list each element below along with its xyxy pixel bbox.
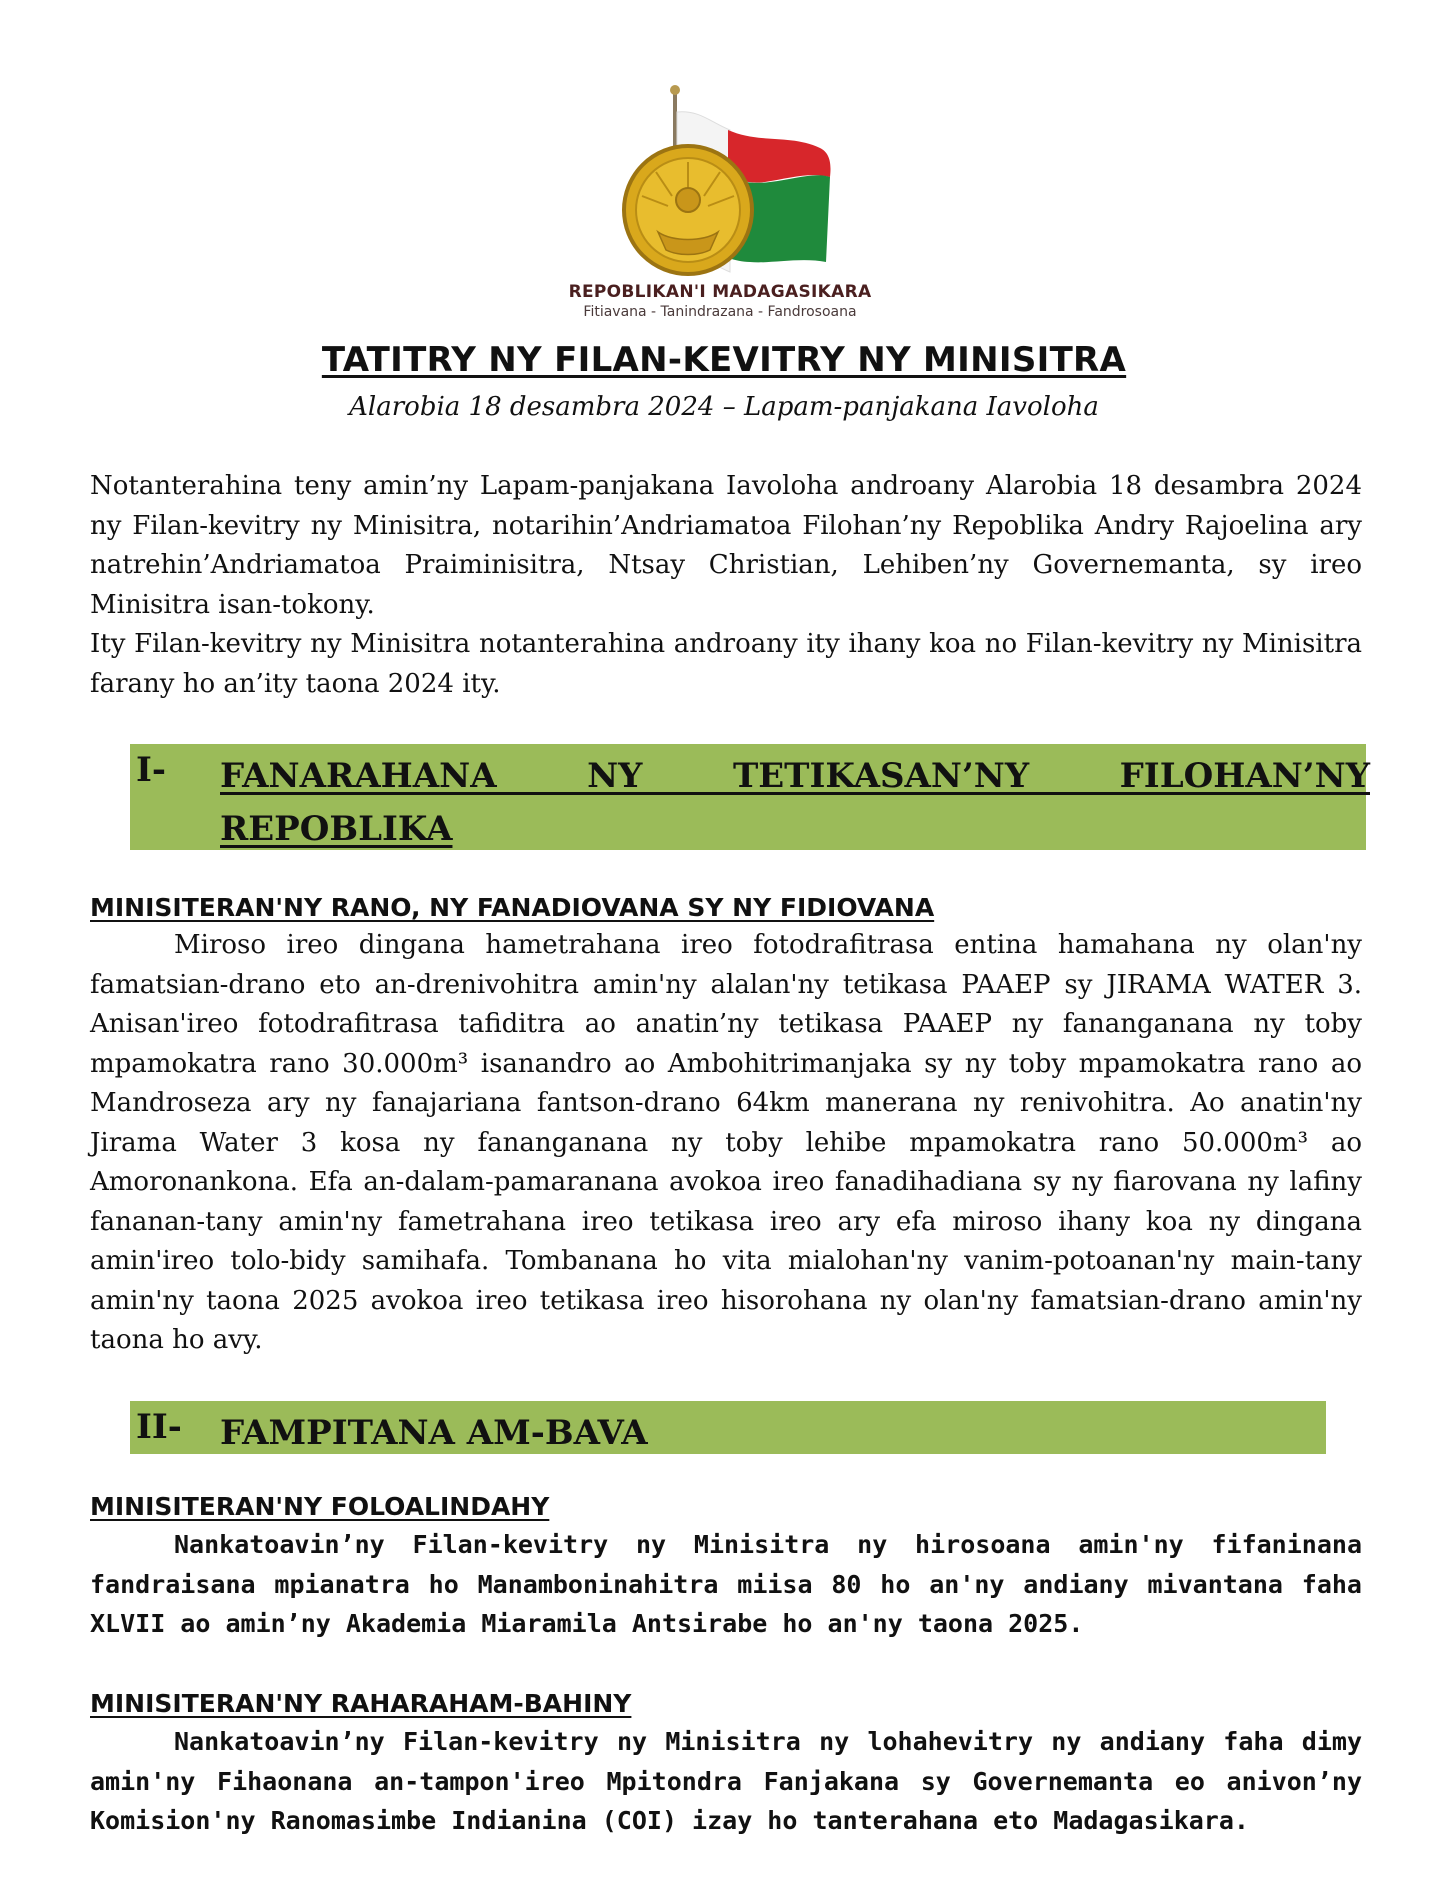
ministry-heading: MINISITERAN'NY RANO, NY FANADIOVANA SY NY FIDIOVANA [90, 893, 935, 922]
section-title: FAMPITANA AM-BAVA [220, 1413, 648, 1453]
ministry-heading: MINISITERAN'NY RAHARAHAM-BAHINY [90, 1689, 632, 1718]
ministry-heading: MINISITERAN'NY FOLOALINDAHY [90, 1492, 550, 1521]
section-paragraph: Nankatoavin’ny Filan-kevitry ny Minisitra ny hirosoana amin'ny fifaninana fandraisana mpianatra ho Manamboninahitra miisa 80 ho an'ny andiany mivantana faha XLVII ao amin’ny Akademia Miaramila Antsirabe ho an'ny taona 2025. [90, 1530, 1362, 1638]
section-number: II- [136, 1407, 182, 1447]
republic-name: REPOBLIKAN'I MADAGASIKARA [568, 282, 872, 302]
intro-paragraph: Notanterahina teny amin’ny Lapam-panjakana Iavoloha androany Alarobia 18 desambra 2024 ny Filan-kevitry ny Minisitra, notarihin’Andriamatoa Filohan’ny Repoblika Andry Rajoelina ary natrehin’Andriamatoa Praiminisitra, Ntsay Christian, Lehiben’ny Governemanta, sy ireo Minisitra isan-tokony. [90, 471, 1362, 620]
section-paragraph: Miroso ireo dingana hametrahana ireo fotodrafitrasa entina hamahana ny olan'ny famatsian-drano eto an-drenivohitra amin'ny alalan'ny tetikasa PAAEP sy JIRAMA WATER 3. Anisan'ireo fotodrafitrasa tafiditra ao anatin’ny tetikasa PAAEP ny fananganana ny toby mpamokatra rano 30.000m³ isanandro ao Ambohitrimanjaka sy ny toby mpamokatra rano ao Mandroseza ary ny fanajariana fantson-drano 64km manerana ny renivohitra. Ao anatin'ny Jirama Water 3 kosa ny fananganana ny toby lehibe mpamokatra rano 50.000m³ ao Amoronankona. Efa an-dalam-pamaranana avokoa ireo fanadihadiana sy ny fiarovana ny lafiny fananan-tany amin'ny fametrahana ireo tetikasa ireo ary efa miroso ihany koa ny dingana amin'ireo tolo-bidy samihafa. Tombanana ho vita mialohan'ny vanim-potoanan'ny main-tany amin'ny taona 2025 avokoa ireo tetikasa ireo hisorohana ny olan'ny famatsian-drano amin'ny taona ho avy. [90, 930, 1362, 1355]
national-motto: Fitiavana - Tanindrazana - Fandrosoana [583, 304, 857, 320]
document-subtitle: Alarobia 18 desambra 2024 – Lapam-panjakana Iavoloha [349, 392, 1099, 422]
intro-section [90, 467, 1362, 704]
section-number: I- [136, 750, 167, 790]
section-heading-bar [130, 744, 1370, 850]
section-heading-bar [130, 1401, 1326, 1454]
document-title: TATITRY NY FILAN-KEVITRY NY MINISITRA [321, 340, 1127, 380]
section-paragraph: Nankatoavin’ny Filan-kevitry ny Minisitra ny lohahevitry ny andiany faha dimy amin'ny Fihaonana an-tampon'ireo Mpitondra Fanjakana sy Governemanta eo anivon’ny Komision'ny Ranomasimbe Indianina (COI) izay ho tanterahana eto Madagasikara. [90, 1727, 1362, 1835]
section-title: FANARAHANA NY TETIKASAN’NY FILOHAN’NY REPOBLIKA [220, 756, 1370, 849]
intro-paragraph: Ity Filan-kevitry ny Minisitra notanterahina androany ity ihany koa no Filan-kevitry ny Minisitra farany ho an’ity taona 2024 ity. [90, 629, 1362, 699]
